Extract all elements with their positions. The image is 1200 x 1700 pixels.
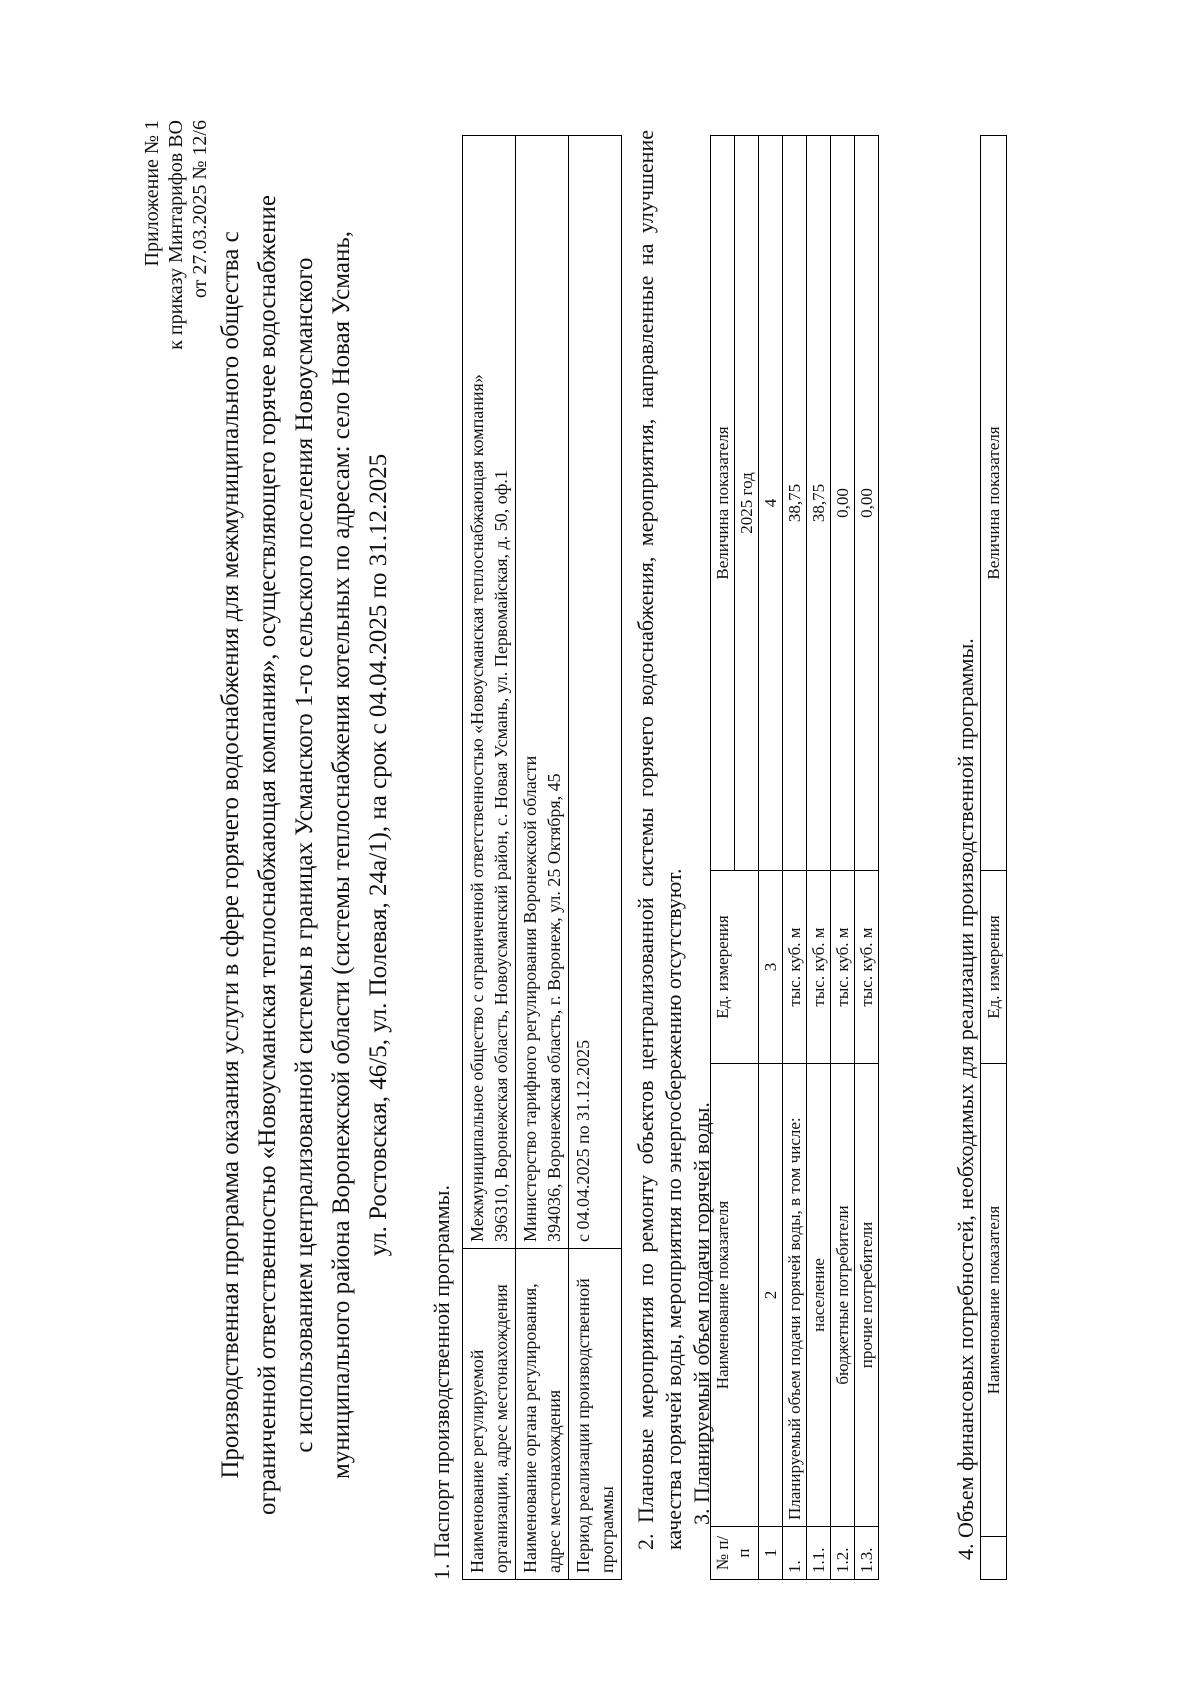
row-num: 1.1. xyxy=(807,1527,831,1580)
title-line: ограниченной ответственностью «Новоусманская теплоснабжающая компания», осуществляющего горячее водоснабжение xyxy=(254,195,281,1515)
passport-value-line: с 04.04.2025 по 31.12.2025 xyxy=(573,1039,593,1242)
col-name-header: Наименование показателя xyxy=(711,1064,759,1527)
row-unit: тыс. куб. м xyxy=(831,871,855,1064)
title-line: Производственная программа оказания услуги в сфере горячего водоснабжения для межмуниципального общества с xyxy=(217,231,244,1479)
appendix-block xyxy=(140,120,212,350)
appendix-line: от 27.03.2025 № 12/6 xyxy=(189,120,211,299)
colnum-cell: 4 xyxy=(759,136,783,871)
colnum-cell: 3 xyxy=(759,871,783,1064)
row-value: 0,00 xyxy=(831,136,855,871)
passport-row xyxy=(463,136,516,1580)
passport-label: Период реализации производственной программы xyxy=(569,1249,622,1580)
volume-header-row xyxy=(711,136,735,1580)
row-name: население xyxy=(807,1064,831,1527)
passport-value-line: 396310, Воронежская область, Новоусманский район, с. Новая Усмань, ул. Первомайская, д. 50, оф.1 xyxy=(491,470,511,1242)
row-value: 38,75 xyxy=(807,136,831,871)
volume-table xyxy=(710,135,879,1580)
fin-col-value-header: Величина показателя xyxy=(981,136,1007,871)
title-line: с использованием централизованной системы в границах Усманского 1-го сельского поселения Новоусманского xyxy=(291,257,318,1453)
row-value: 0,00 xyxy=(855,136,879,871)
col-year-header: 2025 год xyxy=(735,136,759,871)
table-row xyxy=(855,136,879,1580)
table-row xyxy=(783,136,807,1580)
section3-heading: 3. Планируемый объем подачи горячей воды. xyxy=(689,1102,714,1525)
row-unit: тыс. куб. м xyxy=(855,871,879,1064)
fin-col-num-header xyxy=(981,1537,1007,1580)
title-line: муниципального района Воронежской области (системы теплоснабжения котельных по адресам: село Новая Усмань, xyxy=(328,231,355,1479)
fin-col-unit-header: Ед. измерения xyxy=(981,871,1007,1064)
passport-label: Наименование регулируемой организации, адрес местонахождения xyxy=(463,1249,516,1580)
fin-col-name-header: Наименование показателя xyxy=(981,1064,1007,1537)
appendix-line: Приложение № 1 xyxy=(141,120,163,267)
passport-value-line: 394036, Воронежская область, г. Воронеж, ул. 25 Октября, 45 xyxy=(544,773,564,1242)
colnum-cell: 1 xyxy=(759,1527,783,1580)
passport-row xyxy=(569,136,622,1580)
passport-value-line: Межмуниципальное общество с ограниченной ответственностью «Новоусманская теплоснабжающая компания» xyxy=(467,374,487,1242)
passport-label: Наименование органа регулирования, адрес местонахождения xyxy=(516,1249,569,1580)
document-title xyxy=(212,120,397,1590)
finance-table xyxy=(980,135,1007,1580)
col-value-header: Величина показателя xyxy=(711,136,735,871)
row-unit: тыс. куб. м xyxy=(783,871,807,1064)
table-row xyxy=(831,136,855,1580)
volume-colnum-row xyxy=(759,136,783,1580)
passport-row xyxy=(516,136,569,1580)
appendix-line: к приказу Минтарифов ВО xyxy=(165,120,187,350)
row-name: Планируемый объем подачи горячей воды, в том числе: xyxy=(783,1064,807,1527)
colnum-cell: 2 xyxy=(759,1064,783,1527)
passport-value-line: Министерство тарифного регулирования Воронежской области xyxy=(520,755,540,1242)
passport-value xyxy=(516,136,569,1249)
row-num: 1.2. xyxy=(831,1527,855,1580)
section2-text: 2. Плановые мероприятия по ремонту объектов централизованной системы горячего водоснабжения, мероприятия, направленные на улучшение качества горячей воды, мероприятия по энергосбережению отсутствуют. xyxy=(633,130,686,1550)
row-name: бюджетные потребители xyxy=(831,1064,855,1527)
row-unit: тыс. куб. м xyxy=(807,871,831,1064)
section1-heading: 1. Паспорт производственной программы. xyxy=(429,1185,454,1580)
table-row xyxy=(807,136,831,1580)
row-value: 38,75 xyxy=(783,136,807,871)
section4-heading: 4. Объем финансовых потребностей, необходимых для реализации производственной программы. xyxy=(953,638,978,1560)
passport-table xyxy=(462,135,622,1580)
col-unit-header: Ед. измерения xyxy=(711,871,759,1064)
row-name: прочие потребители xyxy=(855,1064,879,1527)
section2-and-3-text xyxy=(632,130,716,1580)
passport-value xyxy=(569,136,622,1249)
passport-value xyxy=(463,136,516,1249)
col-num-header: № п/п xyxy=(711,1527,759,1580)
title-line: ул. Ростовская, 46/5, ул. Полевая, 24а/1), на срок с 04.04.2025 по 31.12.2025 xyxy=(365,453,392,1257)
finance-header-row xyxy=(981,136,1007,1580)
row-num: 1.3. xyxy=(855,1527,879,1580)
row-num: 1. xyxy=(783,1527,807,1580)
